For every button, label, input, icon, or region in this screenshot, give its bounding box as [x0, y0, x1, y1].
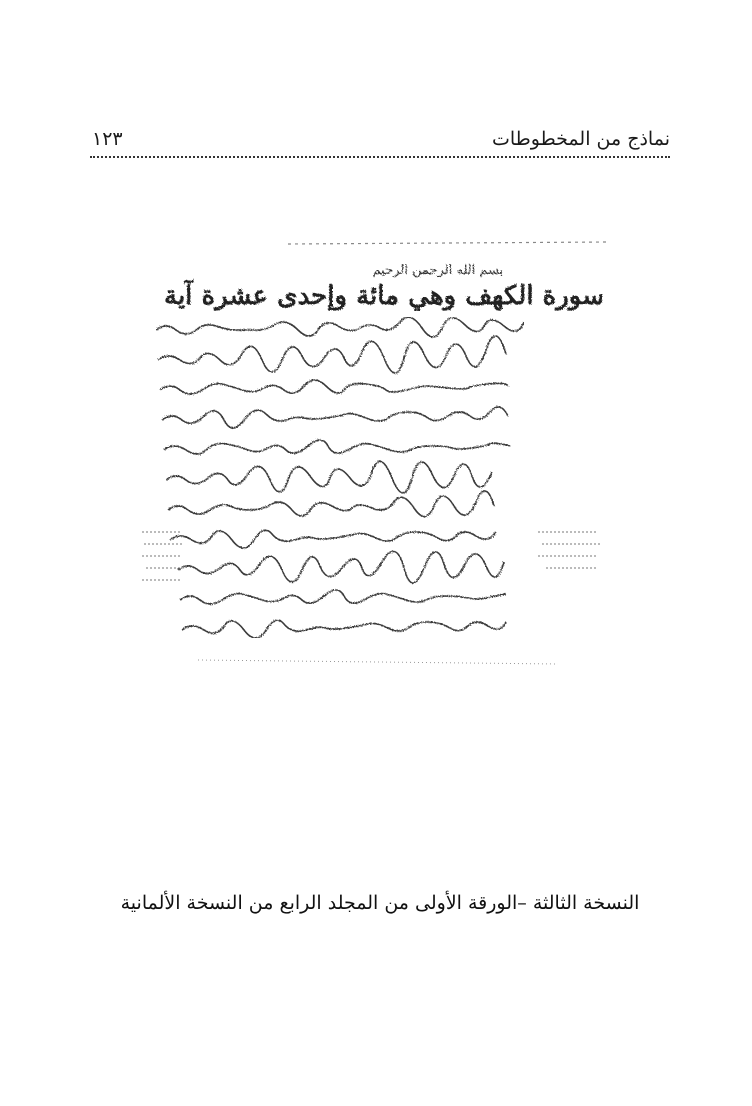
- page-header: [90, 124, 670, 158]
- manuscript-line: [182, 620, 506, 638]
- manuscript-line: [156, 317, 524, 337]
- manuscript-line: [168, 491, 494, 517]
- manuscript-line: [158, 336, 506, 373]
- manuscript-line: [180, 590, 506, 604]
- manuscript-scan: [138, 232, 614, 676]
- page-number: ١٢٣: [92, 128, 123, 150]
- figure-caption: النسخة الثالثة –الورقة الأولى من المجلد الرابع من النسخة الألمانية: [120, 892, 640, 914]
- scan-noise-top: [288, 242, 608, 244]
- scan-noise-bottom: [198, 660, 558, 664]
- header-dotted-rule: [90, 156, 670, 158]
- running-title: نماذج من المخطوطات: [491, 128, 670, 150]
- manuscript-line: [164, 440, 510, 454]
- manuscript-line: [162, 407, 508, 428]
- manuscript-line: [178, 551, 504, 583]
- manuscript-line: [166, 461, 492, 493]
- basmala-text: بسم الله الرحمن الرحيم: [372, 263, 504, 278]
- manuscript-line: [170, 530, 496, 548]
- manuscript-image: [138, 232, 614, 676]
- manuscript-line: [160, 380, 508, 394]
- handwritten-lines: [156, 317, 524, 638]
- surah-title-text: سورة الكهف وهي مائة وإحدى عشرة آية: [164, 281, 604, 311]
